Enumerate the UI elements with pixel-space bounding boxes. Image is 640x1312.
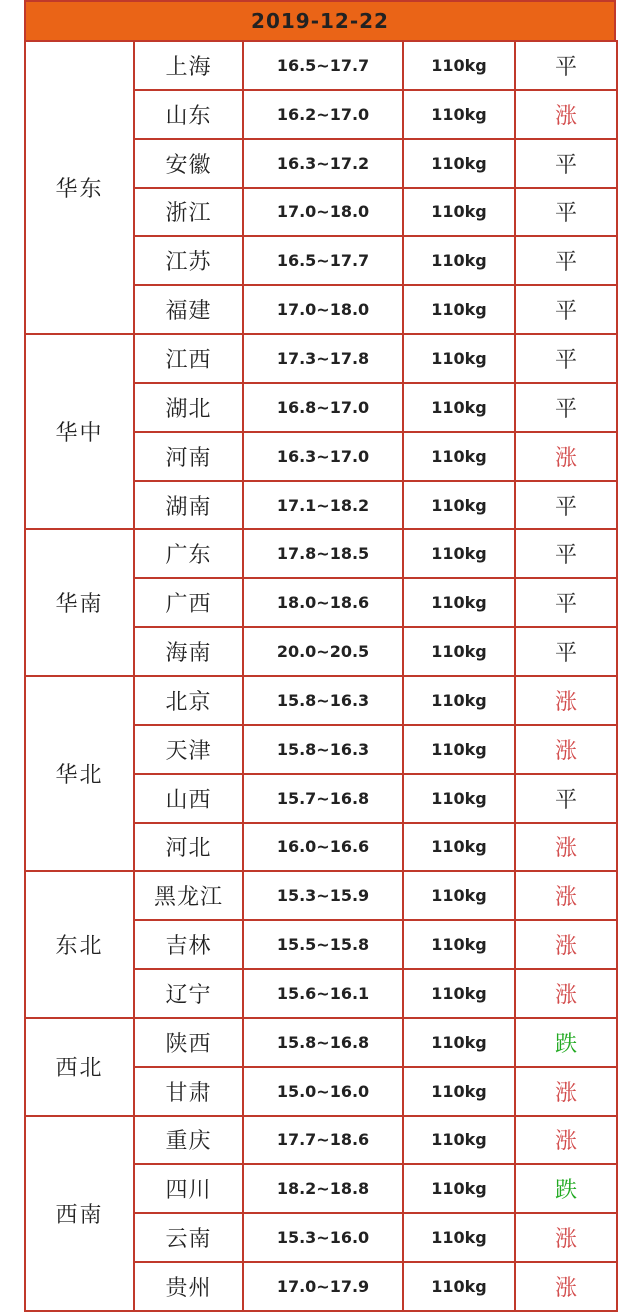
province-cell: 山西	[134, 774, 243, 823]
price-range-cell: 17.1~18.2	[243, 481, 403, 530]
weight-cell: 110kg	[403, 139, 515, 188]
table-body	[25, 41, 617, 1311]
weight-cell: 110kg	[403, 1262, 515, 1311]
trend-cell: 涨	[515, 920, 617, 969]
province-cell: 江西	[134, 334, 243, 383]
trend-cell: 涨	[515, 823, 617, 872]
region-cell: 华东	[25, 41, 134, 334]
province-cell: 广西	[134, 578, 243, 627]
price-table	[24, 40, 618, 1312]
trend-cell: 平	[515, 627, 617, 676]
price-range-cell: 16.8~17.0	[243, 383, 403, 432]
region-cell: 西南	[25, 1116, 134, 1311]
province-cell: 湖南	[134, 481, 243, 530]
price-range-cell: 16.0~16.6	[243, 823, 403, 872]
table-row	[25, 41, 617, 90]
trend-cell: 平	[515, 774, 617, 823]
province-cell: 广东	[134, 529, 243, 578]
table-row	[25, 1018, 617, 1067]
trend-cell: 平	[515, 236, 617, 285]
price-range-cell: 17.0~18.0	[243, 188, 403, 237]
province-cell: 天津	[134, 725, 243, 774]
date-title: 2019-12-22	[24, 0, 616, 40]
price-range-cell: 15.6~16.1	[243, 969, 403, 1018]
region-cell: 华北	[25, 676, 134, 871]
trend-cell: 涨	[515, 725, 617, 774]
price-range-cell: 15.3~15.9	[243, 871, 403, 920]
table-row	[25, 676, 617, 725]
trend-cell: 涨	[515, 1116, 617, 1165]
province-cell: 河南	[134, 432, 243, 481]
trend-cell: 平	[515, 285, 617, 334]
province-cell: 安徽	[134, 139, 243, 188]
trend-cell: 平	[515, 529, 617, 578]
trend-cell: 平	[515, 41, 617, 90]
trend-cell: 涨	[515, 90, 617, 139]
trend-cell: 跌	[515, 1018, 617, 1067]
province-cell: 河北	[134, 823, 243, 872]
table-row	[25, 334, 617, 383]
weight-cell: 110kg	[403, 481, 515, 530]
weight-cell: 110kg	[403, 236, 515, 285]
trend-cell: 涨	[515, 969, 617, 1018]
province-cell: 北京	[134, 676, 243, 725]
province-cell: 江苏	[134, 236, 243, 285]
price-range-cell: 17.3~17.8	[243, 334, 403, 383]
weight-cell: 110kg	[403, 676, 515, 725]
weight-cell: 110kg	[403, 627, 515, 676]
price-range-cell: 16.3~17.2	[243, 139, 403, 188]
province-cell: 陕西	[134, 1018, 243, 1067]
price-range-cell: 17.0~17.9	[243, 1262, 403, 1311]
trend-cell: 平	[515, 383, 617, 432]
weight-cell: 110kg	[403, 432, 515, 481]
trend-cell: 平	[515, 139, 617, 188]
trend-cell: 跌	[515, 1164, 617, 1213]
price-sheet	[24, 0, 616, 1312]
trend-cell: 涨	[515, 676, 617, 725]
weight-cell: 110kg	[403, 1067, 515, 1116]
weight-cell: 110kg	[403, 871, 515, 920]
region-cell: 华南	[25, 529, 134, 676]
province-cell: 甘肃	[134, 1067, 243, 1116]
region-cell: 西北	[25, 1018, 134, 1116]
weight-cell: 110kg	[403, 920, 515, 969]
weight-cell: 110kg	[403, 774, 515, 823]
price-range-cell: 17.7~18.6	[243, 1116, 403, 1165]
table-row	[25, 1116, 617, 1165]
price-range-cell: 15.3~16.0	[243, 1213, 403, 1262]
price-range-cell: 15.0~16.0	[243, 1067, 403, 1116]
price-range-cell: 15.8~16.8	[243, 1018, 403, 1067]
province-cell: 浙江	[134, 188, 243, 237]
weight-cell: 110kg	[403, 188, 515, 237]
price-range-cell: 16.5~17.7	[243, 41, 403, 90]
weight-cell: 110kg	[403, 823, 515, 872]
price-range-cell: 15.7~16.8	[243, 774, 403, 823]
trend-cell: 涨	[515, 1262, 617, 1311]
price-range-cell: 15.5~15.8	[243, 920, 403, 969]
province-cell: 辽宁	[134, 969, 243, 1018]
region-cell: 东北	[25, 871, 134, 1018]
price-range-cell: 17.0~18.0	[243, 285, 403, 334]
weight-cell: 110kg	[403, 1164, 515, 1213]
price-range-cell: 20.0~20.5	[243, 627, 403, 676]
price-range-cell: 16.5~17.7	[243, 236, 403, 285]
province-cell: 贵州	[134, 1262, 243, 1311]
province-cell: 福建	[134, 285, 243, 334]
weight-cell: 110kg	[403, 90, 515, 139]
trend-cell: 涨	[515, 1213, 617, 1262]
weight-cell: 110kg	[403, 41, 515, 90]
price-range-cell: 16.2~17.0	[243, 90, 403, 139]
weight-cell: 110kg	[403, 383, 515, 432]
weight-cell: 110kg	[403, 1018, 515, 1067]
weight-cell: 110kg	[403, 725, 515, 774]
weight-cell: 110kg	[403, 1213, 515, 1262]
trend-cell: 平	[515, 334, 617, 383]
province-cell: 海南	[134, 627, 243, 676]
price-range-cell: 18.2~18.8	[243, 1164, 403, 1213]
price-range-cell: 16.3~17.0	[243, 432, 403, 481]
trend-cell: 平	[515, 188, 617, 237]
weight-cell: 110kg	[403, 578, 515, 627]
table-row	[25, 529, 617, 578]
weight-cell: 110kg	[403, 969, 515, 1018]
price-range-cell: 15.8~16.3	[243, 725, 403, 774]
province-cell: 吉林	[134, 920, 243, 969]
trend-cell: 涨	[515, 1067, 617, 1116]
weight-cell: 110kg	[403, 1116, 515, 1165]
weight-cell: 110kg	[403, 529, 515, 578]
price-range-cell: 18.0~18.6	[243, 578, 403, 627]
trend-cell: 平	[515, 578, 617, 627]
province-cell: 黑龙江	[134, 871, 243, 920]
trend-cell: 涨	[515, 432, 617, 481]
table-row	[25, 871, 617, 920]
price-range-cell: 15.8~16.3	[243, 676, 403, 725]
trend-cell: 平	[515, 481, 617, 530]
province-cell: 云南	[134, 1213, 243, 1262]
trend-cell: 涨	[515, 871, 617, 920]
province-cell: 重庆	[134, 1116, 243, 1165]
region-cell: 华中	[25, 334, 134, 529]
weight-cell: 110kg	[403, 334, 515, 383]
price-range-cell: 17.8~18.5	[243, 529, 403, 578]
province-cell: 四川	[134, 1164, 243, 1213]
weight-cell: 110kg	[403, 285, 515, 334]
province-cell: 上海	[134, 41, 243, 90]
province-cell: 湖北	[134, 383, 243, 432]
province-cell: 山东	[134, 90, 243, 139]
